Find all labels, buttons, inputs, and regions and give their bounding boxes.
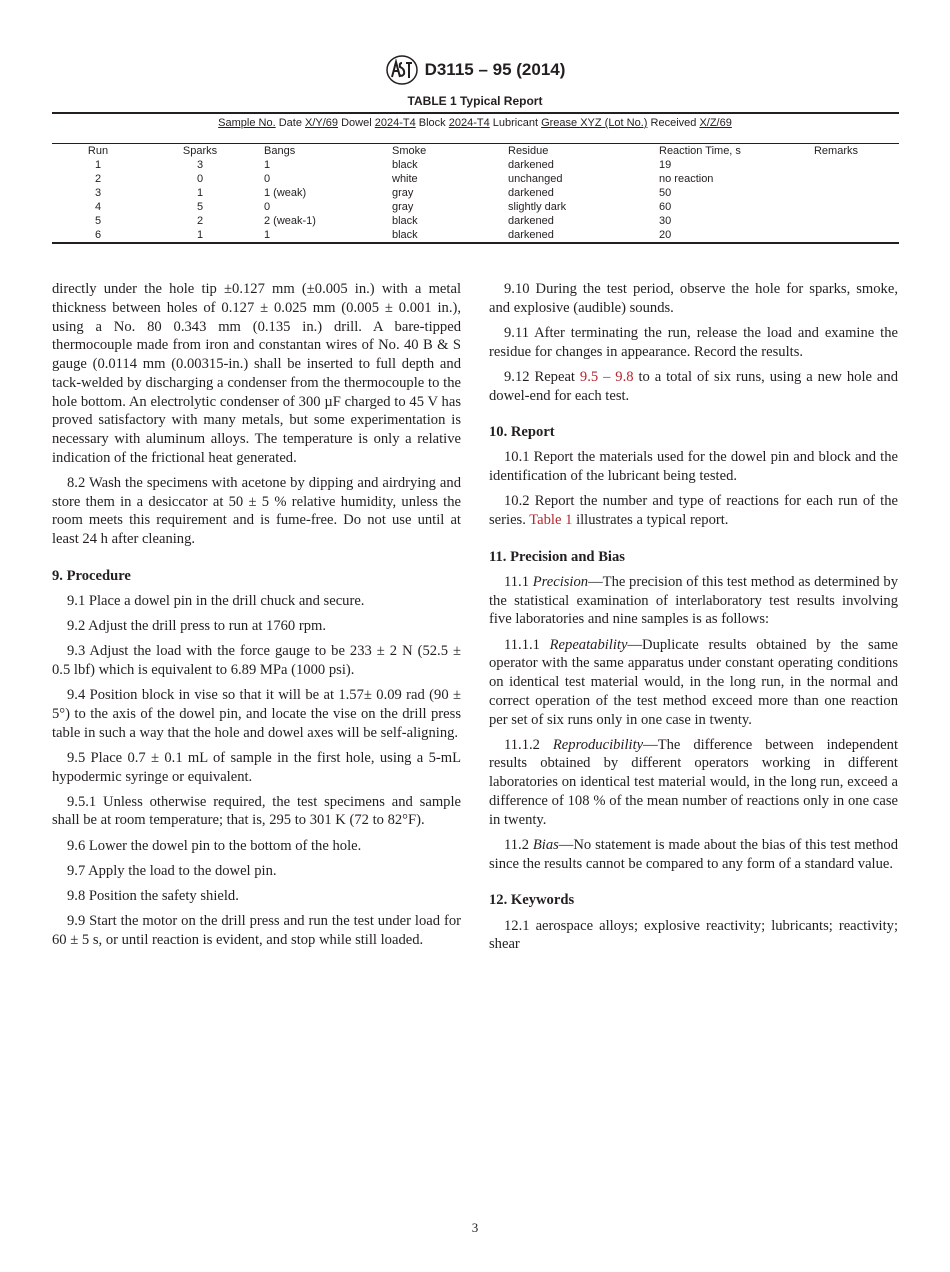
table-cell: black (392, 159, 418, 171)
designation: D3115 – 95 (2014) (424, 60, 566, 79)
column-header: Remarks (813, 145, 858, 157)
term: Precision (532, 573, 589, 590)
table-cell: white (392, 173, 418, 185)
table-cell: 1 (264, 159, 271, 171)
table-row (0, 229, 950, 243)
table-header-rule (52, 143, 899, 144)
num: 11.1 (504, 573, 533, 590)
right-column (489, 280, 898, 960)
num: 11.1.2 (504, 736, 553, 753)
table-cell: 60 (659, 201, 672, 213)
astm-logo-icon (385, 55, 419, 85)
table-cell: 4 (94, 201, 102, 213)
page-number: 3 (471, 1220, 479, 1235)
table-cell: 0 (264, 173, 271, 185)
table-cell: 1 (196, 187, 204, 199)
table-cell: 6 (94, 229, 102, 241)
text: to a total of six runs, using a new hole and dowel-end for each test. (489, 368, 899, 404)
text: —The difference between independent results obtained by different operators working in different laboratories on identical test material would, in the long run, exceed a difference of 108 % of the mean number of reactions only in one case in twenty. (489, 736, 899, 828)
table-cell: no reaction (659, 173, 714, 185)
paragraph-10-1: 10.1 Report the materials used for the dowel pin and block and the identification of the lubricant being tested. (489, 449, 898, 485)
sample-field-value: Grease XYZ (Lot No.) (541, 117, 648, 129)
sample-line (0, 117, 950, 129)
table-top-rule (52, 112, 899, 114)
paragraph-10-2 (489, 492, 898, 530)
text: —The precision of this test method as determined by the statistical examination of interlaboratory test results involving five laboratories and nine samples is as follows: (489, 573, 898, 628)
paragraph-9-11: 9.11 After terminating the run, release the load and examine the residue for changes in appearance. Record the results. (489, 324, 898, 360)
table-cell: unchanged (508, 173, 563, 185)
term: Bias (532, 836, 559, 853)
table-cell: 50 (659, 187, 672, 199)
text: illustrates a typical report. (572, 512, 729, 529)
paragraph-11-1-2 (489, 736, 898, 830)
column-header: Smoke (392, 145, 427, 157)
table-cell: slightly dark (508, 201, 567, 213)
sample-field-value: Sample No. (218, 117, 276, 129)
table-row (0, 215, 950, 229)
term: Repeatability (549, 636, 628, 653)
column-header: Bangs (264, 145, 296, 157)
paragraph-9-4: 9.4 Position block in vise so that it will be at 1.57± 0.09 rad (90 ± 5°) to the axis of the dowel pin, and locate the vise on the drill press table in such a way that the hole and dowel axes will be self-aligning. (52, 687, 461, 741)
sample-field-value: 2024-T4 (448, 117, 490, 129)
paragraph-12-1: 12.1 aerospace alloys; explosive reactivity; lubricants; reactivity; shear (489, 917, 898, 953)
section-heading-procedure: 9. Procedure (52, 567, 131, 584)
sample-field-value: 2024-T4 (374, 117, 416, 129)
table-cell: 1 (94, 159, 102, 171)
paragraph-11-2 (489, 836, 898, 874)
table-cell: 0 (264, 201, 271, 213)
sample-field-value: X/Z/69 (699, 117, 732, 129)
table-cell: 1 (264, 229, 271, 241)
term: Reproducibility (552, 736, 644, 753)
column-header: Sparks (182, 145, 218, 157)
table-cell: black (392, 215, 418, 227)
table-caption: TABLE 1 Typical Report (407, 94, 543, 108)
sample-field-label: Date (275, 117, 305, 129)
paragraph-9-5: 9.5 Place 0.7 ± 0.1 mL of sample in the first hole, using a 5-mL hypodermic syringe or equivalent. (52, 749, 461, 785)
table-bottom-rule (52, 242, 899, 244)
table-cell: 30 (659, 215, 672, 227)
table-cell: 2 (weak-1) (264, 215, 316, 227)
table-cell: 19 (659, 159, 672, 171)
table-cell: 3 (94, 187, 102, 199)
paragraph-9-6: 9.6 Lower the dowel pin to the bottom of the hole. (67, 837, 362, 854)
link-9-5-9-8[interactable]: 9.5 – 9.8 (579, 368, 634, 385)
paragraph-9-5-1: 9.5.1 Unless otherwise required, the test specimens and sample shall be at room temperature; that is, 295 to 301 K (72 to 82°F). (52, 793, 461, 829)
sample-field-label: Dowel (338, 117, 375, 129)
column-header: Reaction Time, s (659, 145, 741, 157)
paragraph-8-2: 8.2 Wash the specimens with acetone by dipping and airdrying and store them in a desiccator at 50 ± 5 % relative humidity, unless the room meets this requirement and is fume-free. Do not use until at least 24 h after cleaning. (52, 474, 461, 548)
section-heading-keywords: 12. Keywords (489, 892, 575, 909)
paragraph-9-3: 9.3 Adjust the load with the force gauge to be 233 ± 2 N (52.5 ± 0.5 lbf) which is equivalent to 6.89 MPa (1000 psi). (52, 643, 461, 679)
sample-field-label: Block (415, 117, 449, 129)
sample-field-label: Lubricant (489, 117, 542, 129)
section-heading-report: 10. Report (489, 424, 555, 441)
table-cell: gray (392, 201, 414, 213)
table-cell: 5 (196, 201, 204, 213)
paragraph-9-7: 9.7 Apply the load to the dowel pin. (67, 862, 277, 879)
table-cell: 2 (196, 215, 204, 227)
paragraph-9-12 (489, 368, 898, 406)
table-cell: darkened (508, 187, 554, 199)
table-cell: 1 (196, 229, 204, 241)
link-table-1[interactable]: Table 1 (529, 512, 573, 529)
table-row (0, 187, 950, 201)
paragraph-9-9: 9.9 Start the motor on the drill press and run the test under load for 60 ± 5 s, or until reaction is evident, and stop while still loaded. (52, 913, 461, 948)
table-cell: 2 (94, 173, 102, 185)
paragraph-9-2: 9.2 Adjust the drill press to run at 1760 rpm. (67, 618, 327, 635)
table-row (0, 201, 950, 215)
table-header (0, 145, 950, 159)
table-cell: darkened (508, 229, 554, 241)
paragraph-9-8: 9.8 Position the safety shield. (67, 887, 239, 904)
table-row (0, 173, 950, 187)
text: —No statement is made about the bias of this test method since the results cannot be compared to any form of a standard value. (489, 836, 898, 872)
sample-field-label: Received (647, 117, 700, 129)
section-heading-precision-bias: 11. Precision and Bias (489, 548, 625, 565)
table-cell: 3 (196, 159, 204, 171)
num: 11.2 (504, 836, 533, 853)
paragraph-9-1: 9.1 Place a dowel pin in the drill chuck and secure. (67, 593, 365, 610)
table-row (0, 159, 950, 173)
text: 9.12 Repeat (504, 368, 580, 385)
paragraph-9-10: 9.10 During the test period, observe the hole for sparks, smoke, and explosive (audible) sounds. (489, 281, 898, 316)
paragraph-11-1-1 (489, 636, 898, 730)
table-cell: darkened (508, 159, 554, 171)
column-header: Run (87, 145, 109, 157)
text: 10.2 Report the number and type of reactions for each run of the series. (489, 493, 898, 529)
table-cell: 0 (196, 173, 204, 185)
table-cell: 1 (weak) (264, 187, 307, 199)
table-cell: black (392, 229, 418, 241)
paragraph-8-1-cont: directly under the hole tip ±0.127 mm (±0.005 in.) with a metal thickness between holes of 0.127 ± 0.025 mm (0.005 ± 0.001 in.), using a No. 80 0.343 mm (0.135 in.) drill. A bare-tipped thermocouple made from iron and constantan wires of No. 40 B & S gauge (0.0114 mm (0.00315-in.) shall be inserted to full depth and tack-welded by discharging a condenser from the thermocouple to the hole bottom. An electrolytic condenser of 300 µF charged to 45 V has proved satisfactory with many metals, but some experimentation is necessary with aluminum alloys. The temperature is only a relative indication of the frictional heat generated. (52, 281, 461, 466)
left-column (52, 280, 461, 956)
document-header (0, 55, 950, 85)
column-header: Residue (508, 145, 549, 157)
text: —Duplicate results obtained by the same operator with the same apparatus under constant operating conditions on identical test material would, in the long run, in the normal and correct operation of the test method exceed more than one reaction per set of six runs only in one case in twenty. (489, 636, 899, 728)
table-cell: 20 (659, 229, 672, 241)
num: 11.1.1 (504, 636, 550, 653)
table-cell: darkened (508, 215, 554, 227)
table-cell: 5 (94, 215, 102, 227)
table-cell: gray (392, 187, 414, 199)
sample-field-value: X/Y/69 (305, 117, 339, 129)
paragraph-11-1 (489, 573, 898, 629)
